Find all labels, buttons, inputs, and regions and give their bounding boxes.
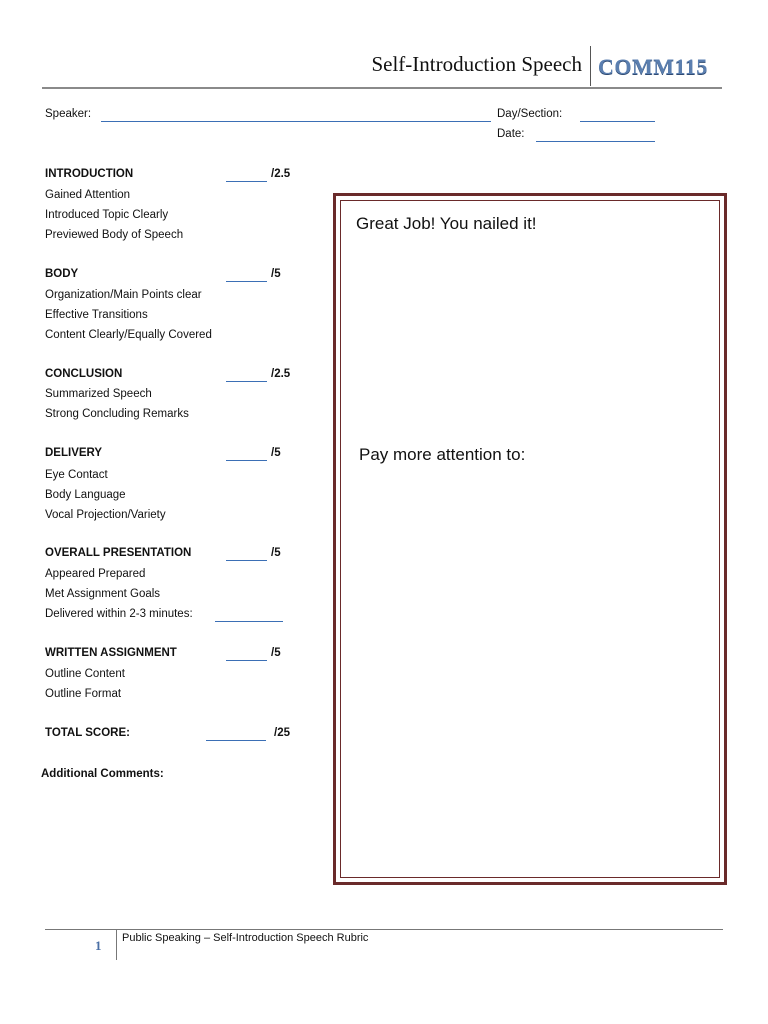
criterion-item: Body Language	[45, 489, 126, 501]
criterion-item: Organization/Main Points clear	[45, 289, 202, 301]
day-section-field[interactable]	[580, 121, 655, 122]
section-title-delivery: DELIVERY	[45, 447, 103, 459]
section-title-written-assignment: WRITTEN ASSIGNMENT	[45, 647, 177, 659]
criterion-item: Summarized Speech	[45, 388, 152, 400]
score-field-body[interactable]	[226, 281, 267, 282]
date-label: Date:	[497, 128, 525, 140]
criterion-item: Introduced Topic Clearly	[45, 209, 169, 221]
criterion-item: Effective Transitions	[45, 309, 148, 321]
score-field-written-assignment[interactable]	[226, 660, 267, 661]
footer-divider	[116, 930, 117, 960]
criterion-item: Eye Contact	[45, 469, 108, 481]
score-field-delivery[interactable]	[226, 460, 267, 461]
additional-comments-label: Additional Comments:	[41, 768, 164, 780]
criterion-item: Outline Format	[45, 688, 122, 700]
score-max-conclusion: /2.5	[271, 368, 291, 380]
total-score-label: TOTAL SCORE:	[45, 727, 130, 739]
score-max-overall-presentation: /5	[271, 547, 281, 559]
score-max-introduction: /2.5	[271, 168, 291, 180]
score-max-body: /5	[271, 268, 281, 280]
improvement-text: Pay more attention to:	[359, 445, 526, 464]
header-rule	[42, 87, 722, 89]
praise-text: Great Job! You nailed it!	[356, 214, 537, 233]
footer-text: Public Speaking – Self-Introduction Speech Rubric	[122, 932, 369, 944]
document-title: Self-Introduction Speech	[371, 52, 582, 76]
score-max-written-assignment: /5	[271, 647, 281, 659]
criterion-item: Appeared Prepared	[45, 568, 146, 580]
course-code: COMM115	[598, 54, 708, 79]
speaker-label: Speaker:	[45, 108, 92, 120]
total-score-field[interactable]	[206, 740, 266, 741]
section-title-conclusion: CONCLUSION	[45, 368, 123, 380]
section-title-overall-presentation: OVERALL PRESENTATION	[45, 547, 192, 559]
score-field-overall-presentation[interactable]	[226, 560, 267, 561]
day-section-label: Day/Section:	[497, 108, 563, 120]
feedback-box-inner-border	[340, 200, 720, 878]
section-title-body: BODY	[45, 268, 79, 280]
date-field[interactable]	[536, 141, 655, 142]
criterion-item: Vocal Projection/Variety	[45, 509, 166, 521]
title-divider	[590, 46, 591, 86]
speaker-field[interactable]	[101, 121, 491, 122]
score-field-introduction[interactable]	[226, 181, 267, 182]
criterion-item: Met Assignment Goals	[45, 588, 161, 600]
total-score-max: /25	[274, 727, 290, 739]
criterion-item: Delivered within 2-3 minutes:	[45, 608, 193, 620]
criterion-item: Outline Content	[45, 668, 125, 680]
feedback-box	[333, 193, 727, 885]
page-number: 1	[95, 938, 102, 953]
footer-rule	[45, 929, 723, 930]
section-title-introduction: INTRODUCTION	[45, 168, 134, 180]
score-max-delivery: /5	[271, 447, 281, 459]
criterion-item: Strong Concluding Remarks	[45, 408, 189, 420]
criterion-item: Gained Attention	[45, 189, 131, 201]
criterion-item: Content Clearly/Equally Covered	[45, 329, 212, 341]
criterion-item: Previewed Body of Speech	[45, 229, 184, 241]
score-field-conclusion[interactable]	[226, 381, 267, 382]
delivery-time-field[interactable]	[215, 621, 283, 622]
